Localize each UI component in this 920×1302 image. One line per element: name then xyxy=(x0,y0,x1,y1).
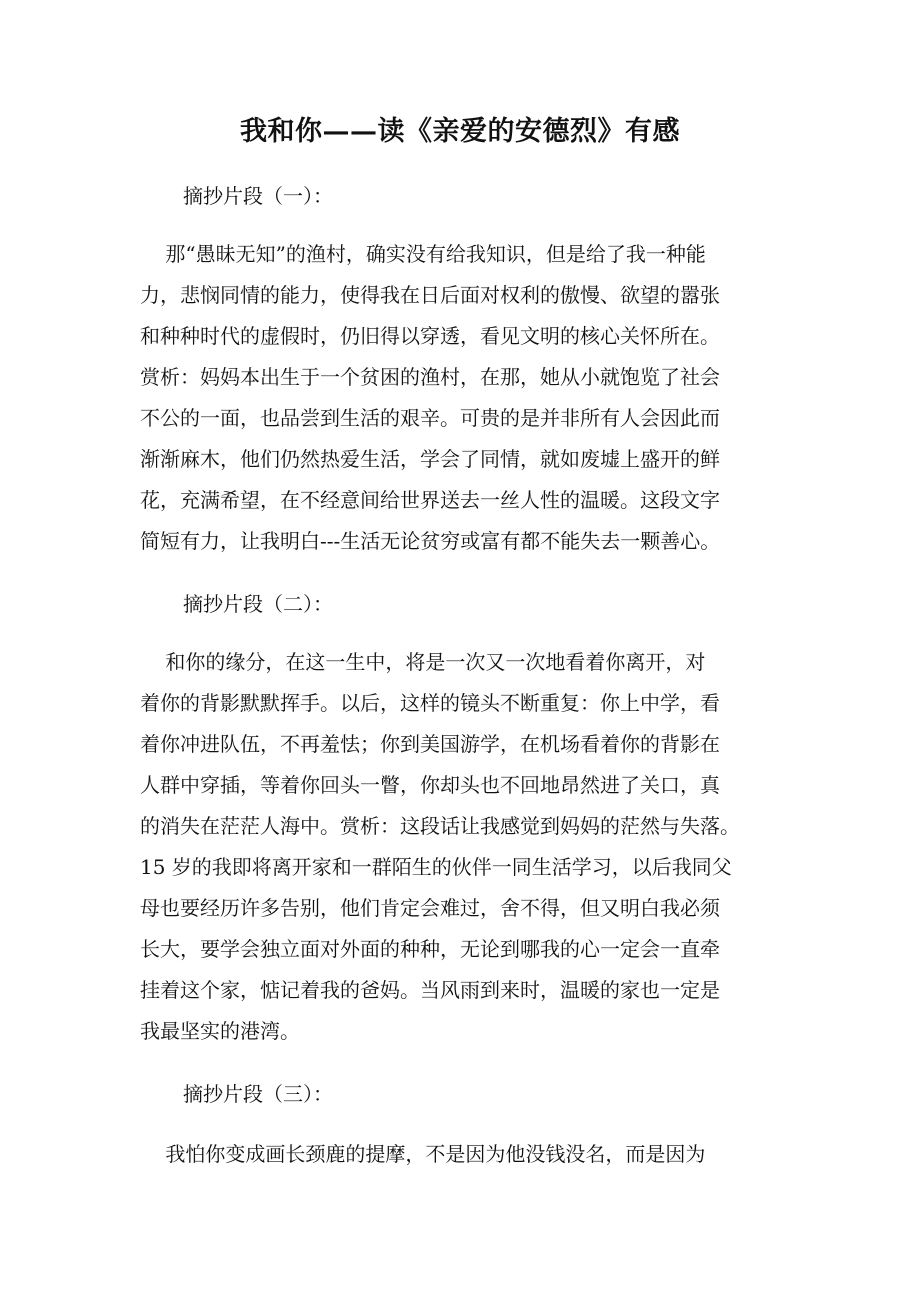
text-line: 简短有力，让我明白---生活无论贫穷或富有都不能失去一颗善心。 xyxy=(140,529,721,553)
text-line: 和你的缘分，在这一生中，将是一次又一次地看着你离开，对 xyxy=(140,650,706,674)
text-line: 不公的一面，也品尝到生活的艰辛。可贵的是并非所有人会因此而 xyxy=(140,406,720,430)
text-line: 母也要经历许多告别，他们肯定会难过，舍不得，但又明白我必须 xyxy=(140,896,720,920)
section-body-1 xyxy=(140,238,720,566)
text-line: 长大，要学会独立面对外面的种种，无论到哪我的心一定会一直牵 xyxy=(140,937,720,961)
text-line: 那“愚昧无知”的渔村，确实没有给我知识，但是给了我一种能 xyxy=(140,242,706,266)
document-title: 我和你——读《亲爱的安德烈》有感 xyxy=(240,116,680,147)
text-line: 我怕你变成画长颈鹿的提摩，不是因为他没钱没名，而是因为 xyxy=(140,1142,706,1166)
text-line: 人群中穿插，等着你回头一瞥，你却头也不回地昂然进了关口，真 xyxy=(140,773,720,797)
section-heading-3: 摘抄片段（三）： xyxy=(183,1082,333,1106)
text-line: 的消失在茫茫人海中。赏析：这段话让我感觉到妈妈的茫然与失落。 xyxy=(140,814,740,838)
text-line: 我最坚实的港湾。 xyxy=(140,1019,300,1043)
text-line: 花，充满希望，在不经意间给世界送去一丝人性的温暖。这段文字 xyxy=(140,488,720,512)
section-body-2 xyxy=(140,646,740,1056)
text-line: 挂着这个家，惦记着我的爸妈。当风雨到来时，温暖的家也一定是 xyxy=(140,978,720,1002)
text-line: 赏析：妈妈本出生于一个贫困的渔村，在那，她从小就饱览了社会 xyxy=(140,365,720,389)
text-line: 力，悲悯同情的能力，使得我在日后面对权利的傲慢、欲望的嚣张 xyxy=(140,283,720,307)
text-line: 着你的背影默默挥手。以后，这样的镜头不断重复：你上中学，看 xyxy=(140,691,720,715)
text-line: 和种种时代的虚假时，仍旧得以穿透，看见文明的核心关怀所在。 xyxy=(140,324,720,348)
text-line: 着你冲进队伍，不再羞怯；你到美国游学，在机场看着你的背影在 xyxy=(140,732,720,756)
section-body-3 xyxy=(140,1138,705,1179)
text-line: 15 岁的我即将离开家和一群陌生的伙伴一同生活学习，以后我同父 xyxy=(140,855,732,879)
section-heading-2: 摘抄片段（二）： xyxy=(183,592,333,616)
text-line: 渐渐麻木，他们仍然热爱生活，学会了同情，就如废墟上盛开的鲜 xyxy=(140,447,720,471)
section-heading-1: 摘抄片段（一）： xyxy=(183,184,333,208)
